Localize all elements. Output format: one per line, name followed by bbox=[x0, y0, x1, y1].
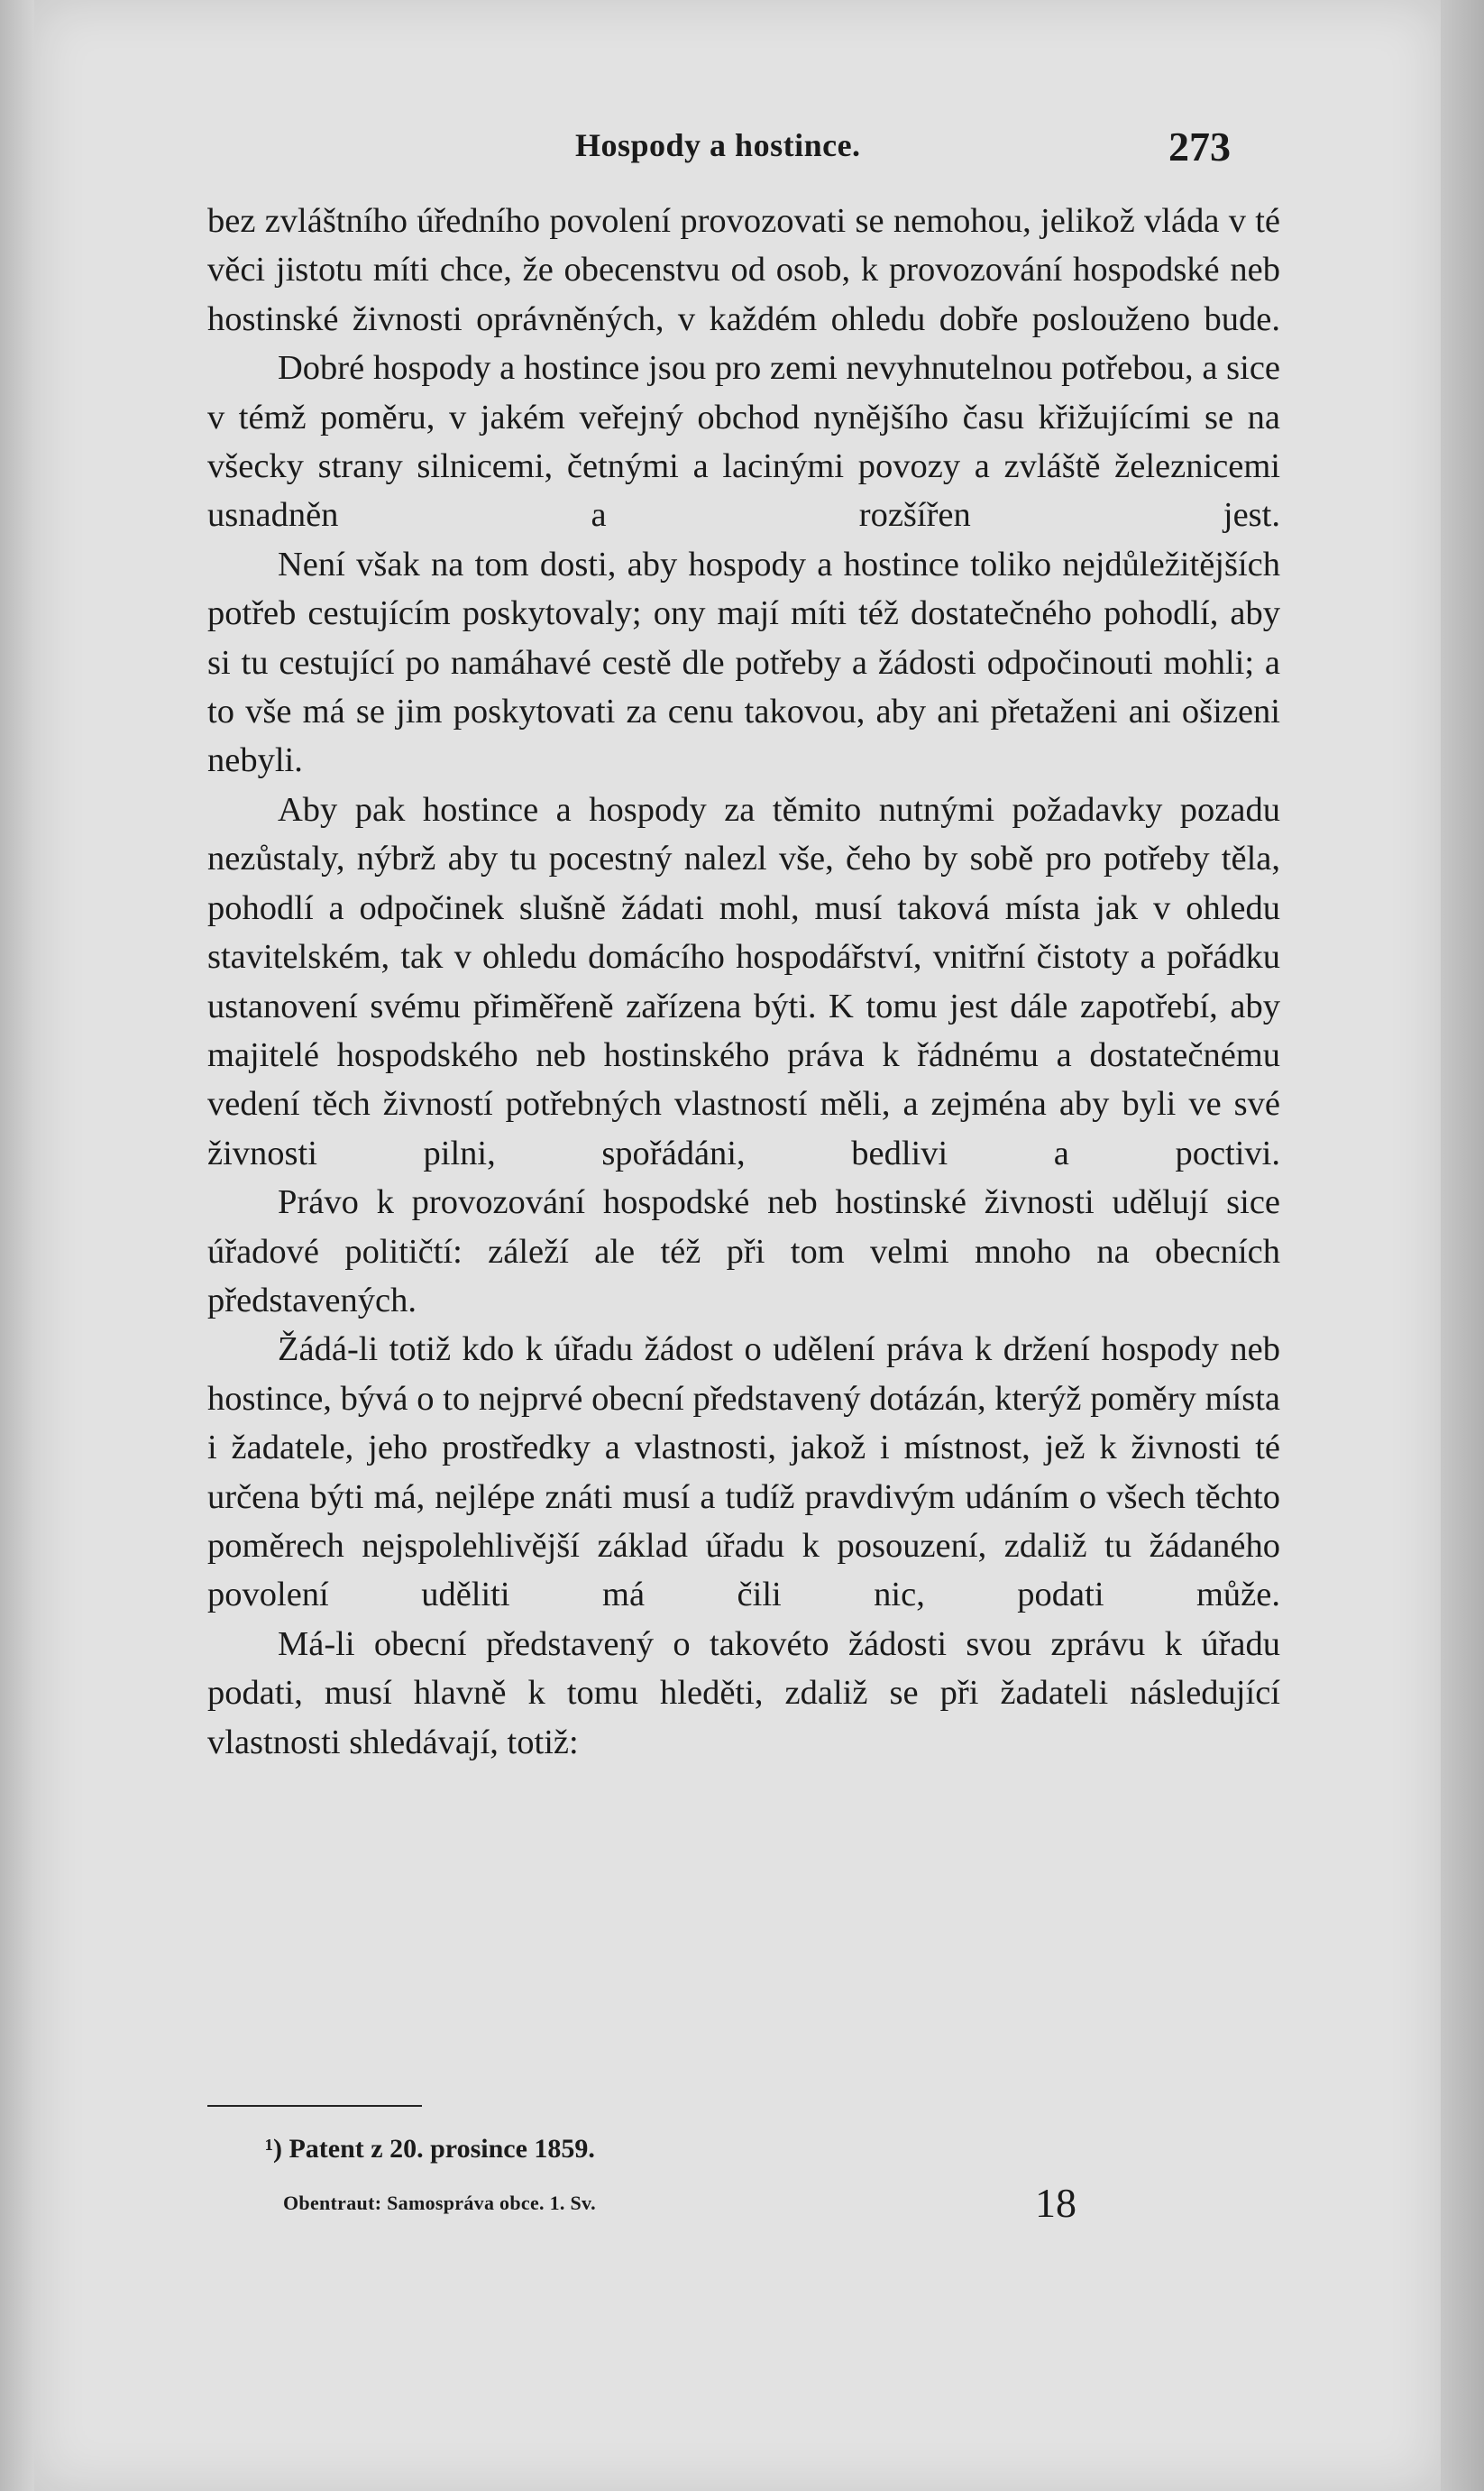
page-number: 273 bbox=[1168, 124, 1231, 170]
paragraph-6: Žádá-li totiž kdo k úřadu žádost o udělení práva k držení hospody neb hostince, bývá o to nejprvé obecní představený dotázán, kterýž poměry místa i žadatele, jeho prostředky a vlastnosti, jakož i místnost, jež k živnosti té určena býti má, nejlépe znáti musí a tudíž pravdivým udáním o všech těchto poměrech nejspolehlivější základ úřadu k posouzení, zdaliž tu žádaného povolení uděliti má čili nic, podati může. bbox=[207, 1330, 1280, 1614]
paragraph-1: bez zvláštního úředního povolení provozovati se nemohou, jelikož vláda v té věci jistotu míti chce, že obecenstvu od osob, k provozování hospodské neb hostinské živnosti oprávněných, v každém ohledu dobře poslouženo bude. bbox=[207, 202, 1280, 338]
paragraph-4: Aby pak hostince a hospody za těmito nutnými požadavky pozadu nezůstaly, nýbrž aby tu pocestný nalezl vše, čeho by sobě pro potřeby těla, pohodlí a odpočinek slušně žádati mohl, musí taková místa jak v ohledu stavitelském, tak v ohledu domácího hospodářství, vnitřní čistoty a pořádku ustanovení svému přiměřeně zařízena býti. K tomu jest dále zapotřebí, aby majitelé hospodského neb hostinského práva k řádnému a dostatečnému vedení těch živností potřebných vlastností měli, a zejména aby byli ve své živnosti pilni, spořádáni, bedlivi a poctivi. bbox=[207, 790, 1280, 1172]
footnote-marker: ¹) bbox=[265, 2134, 282, 2164]
body-text bbox=[207, 197, 1280, 1767]
paragraph-7: Má-li obecní představený o takovéto žádosti svou zprávu k úřadu podati, musí hlavně k tomu hleděti, zdaliž se při žadateli následující vlastnosti shledávají, totiž: bbox=[207, 1624, 1280, 1761]
printer-signature: Obentraut: Samospráva obce. 1. Sv. bbox=[283, 2192, 596, 2214]
footnote-divider bbox=[207, 2105, 422, 2107]
footnote bbox=[265, 2134, 595, 2165]
paragraph-5: Právo k provozování hospodské neb hostinské živnosti udělují sice úřadové političtí: záleží ale též při tom velmi mnoho na obecních představených. bbox=[207, 1183, 1280, 1319]
paragraph-2: Dobré hospody a hostince jsou pro zemi nevyhnutelnou potřebou, a sice v témž poměru, v jakém veřejný obchod nynějšího času křižujícími se na všecky strany silnicemi, četnými a lacinými povozy a zvláště železnicemi usnadněn a rozšířen jest. bbox=[207, 349, 1280, 535]
footnote-text: Patent z 20. prosince 1859. bbox=[289, 2134, 595, 2164]
paragraph-3: Není však na tom dosti, aby hospody a hostince toliko nejdůležitějších potřeb cestujícím poskytovaly; ony mají míti též dostatečného pohodlí, aby si tu cestující po namáhavé cestě dle potřeby a žádosti odpočinouti mohli; a to vše má se jim poskytovati za cenu takovou, aby ani přetaženi ani ošizeni nebyli. bbox=[207, 545, 1280, 780]
book-page bbox=[34, 0, 1441, 2491]
page-header bbox=[34, 126, 1441, 180]
running-title: Hospody a hostince. bbox=[575, 127, 861, 163]
sheet-number: 18 bbox=[1035, 2180, 1076, 2226]
